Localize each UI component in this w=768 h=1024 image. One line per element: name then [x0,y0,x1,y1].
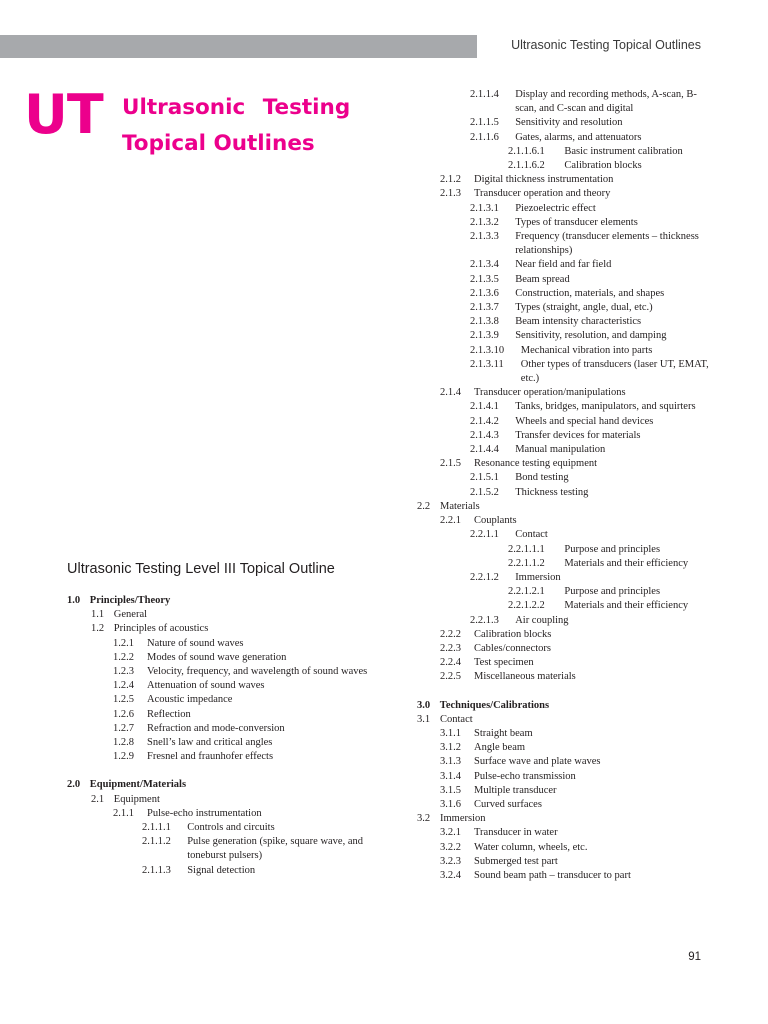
outline-item [417,755,717,769]
outline-number: 2.1.4 [440,387,461,399]
outline-text: Multiple transducer [474,784,557,796]
outline-text: Air coupling [515,614,569,626]
outline-text: Nature of sound waves [147,637,244,649]
outline-item [67,807,397,821]
outline-number: 2.2.1 [440,515,461,527]
outline-item [67,608,397,622]
outline-item [67,835,397,863]
outline-text: Basic instrument calibration [564,145,683,157]
outline-number: 2.1.1.2 [142,836,171,848]
outline-item [67,665,397,679]
outline-number: 2.2.2 [440,628,461,640]
outline-item [417,145,717,159]
outline-text: Materials [440,500,480,512]
outline-number: 2.1.1 [113,807,134,819]
outline-item [417,258,717,272]
outline-item [417,344,717,358]
outline-number: 2.2.1.2.2 [508,600,545,612]
outline-number: 2.1.1.6.2 [508,160,545,172]
outline-number: 1.0 [67,595,81,606]
outline-text: Test specimen [474,657,534,669]
outline-text: Sensitivity and resolution [515,117,623,129]
outline-item [417,642,717,656]
outline-item [417,628,717,642]
outline-item [417,599,717,613]
outline-text: Transfer devices for materials [515,429,641,441]
outline-number: 3.1.6 [440,798,461,810]
outline-number: 2.1 [91,793,105,805]
outline-number: 3.2.4 [440,869,461,881]
outline-number: 2.2.5 [440,671,461,683]
outline-text: Pulse-echo instrumentation [147,807,262,819]
outline-item [417,784,717,798]
outline-item [417,202,717,216]
outline-text: Couplants [474,515,517,527]
outline-text: Near field and far field [515,259,612,271]
outline-item [67,722,397,736]
outline-item [417,131,717,145]
outline-number: 2.1.5.1 [470,472,499,484]
outline-text: Submerged test part [474,855,558,867]
outline-item [417,187,717,201]
outline-text: Materials and their efficiency [564,557,689,569]
outline-text: Display and recording methods, A-scan, B-scan, and C-scan and digital [515,89,697,115]
outline-item [67,708,397,722]
outline-text: Types of transducer elements [515,216,638,228]
outline-item [417,699,717,713]
outline-text: Water column, wheels, etc. [474,841,588,853]
outline-item [417,727,717,741]
outline-number: 2.1.4.1 [470,401,499,413]
outline-text: Materials and their efficiency [564,600,689,612]
outline-number: 3.2.2 [440,841,461,853]
outline-number: 1.2.4 [113,680,134,692]
outline-item [417,315,717,329]
outline-text: Thickness testing [515,486,589,498]
outline-left-column [67,594,397,878]
outline-number: 2.1.3.1 [470,202,499,214]
page-title [122,90,350,162]
outline-item [67,864,397,878]
outline-text: Piezoelectric effect [515,202,596,214]
outline-text: Types (straight, angle, dual, etc.) [515,302,653,314]
outline-item [417,670,717,684]
outline-text: Frequency (transducer elements – thickness relationships) [515,231,699,257]
outline-number: 2.2.1.3 [470,614,499,626]
outline-number: 2.1.5 [440,458,461,470]
outline-item [417,457,717,471]
outline-item [417,741,717,755]
outline-number: 2.1.3.8 [470,316,499,328]
outline-number: 1.2.7 [113,722,134,734]
outline-number: 3.2.3 [440,855,461,867]
outline-number: 2.2.1.2.1 [508,586,545,598]
page-title-line-2: Topical Outlines [122,131,315,156]
outline-text: Digital thickness instrumentation [474,174,614,186]
outline-text: Gates, alarms, and attenuators [515,131,642,143]
outline-number: 2.1.3.4 [470,259,499,271]
outline-text: Bond testing [515,472,569,484]
outline-number: 2.1.3.6 [470,287,499,299]
outline-text: Principles of acoustics [113,623,209,635]
outline-text: Calibration blocks [474,628,552,640]
outline-number: 2.2.4 [440,657,461,669]
outline-number: 3.1.5 [440,784,461,796]
outline-text: Contact [440,713,473,725]
outline-number: 2.1.3.3 [470,231,499,243]
outline-item [417,173,717,187]
outline-number: 3.1 [417,713,431,725]
running-head: Ultrasonic Testing Topical Outlines [511,38,701,52]
outline-item [417,543,717,557]
outline-number: 2.1.5.2 [470,486,499,498]
outline-number: 2.1.1.4 [470,89,499,100]
outline-number: 2.1.3.5 [470,273,499,285]
outline-number: 2.1.1.5 [470,117,499,129]
outline-text: Miscellaneous materials [474,671,576,683]
outline-item [417,514,717,528]
outline-number: 3.1.2 [440,742,461,754]
outline-item [417,528,717,542]
outline-item [417,88,717,116]
outline-text: Sensitivity, resolution, and damping [515,330,667,342]
outline-number: 3.1.1 [440,727,461,739]
outline-item [417,358,717,386]
outline-number: 1.1 [91,609,105,621]
outline-text: Construction, materials, and shapes [515,287,665,299]
outline-number: 2.2.3 [440,642,461,654]
outline-text: Other types of transducers (laser UT, EMAT, etc.) [520,358,709,385]
outline-number: 2.1.3.10 [470,344,505,356]
outline-text: Refraction and mode-conversion [147,722,285,734]
outline-text: Purpose and principles [564,586,661,598]
outline-item [417,869,717,883]
outline-text: General [113,609,148,621]
outline-item [417,855,717,869]
outline-item [417,713,717,727]
outline-item [417,557,717,571]
outline-text: Attenuation of sound waves [147,680,265,692]
outline-text: Cables/connectors [474,642,551,654]
outline-number: 2.1.4.3 [470,429,499,441]
outline-item [417,571,717,585]
outline-text: Pulse generation (spike, square wave, and toneburst pulsers) [187,836,364,862]
outline-item [67,750,397,764]
outline-number: 2.1.3 [440,188,461,200]
outline-item [417,826,717,840]
outline-item [417,116,717,130]
outline-number: 3.1.3 [440,756,461,768]
outline-text: Acoustic impedance [147,694,233,706]
outline-number: 2.1.3.9 [470,330,499,342]
outline-number: 3.0 [417,699,431,711]
outline-item [417,585,717,599]
outline-item [417,400,717,414]
outline-number: 2.1.3.2 [470,216,499,228]
outline-text: Angle beam [474,742,526,754]
outline-item [417,798,717,812]
outline-text: Reflection [147,708,191,720]
outline-item [417,159,717,173]
outline-number: 3.2 [417,813,431,825]
outline-item [67,679,397,693]
outline-number: 2.1.4.2 [470,415,499,427]
outline-item [67,793,397,807]
outline-number: 3.2.1 [440,827,461,839]
outline-number: 2.1.1.3 [142,864,171,876]
outline-number: 1.2.2 [113,651,134,663]
outline-text: Resonance testing equipment [474,458,598,470]
outline-number: 1.2.5 [113,694,134,706]
outline-number: 2.2.1.2 [470,571,499,583]
outline-text: Sound beam path – transducer to part [474,869,631,881]
outline-number: 2.2.1.1 [470,529,499,541]
outline-item [417,770,717,784]
outline-text: Snell’s law and critical angles [147,737,273,749]
outline-text: Transducer in water [474,827,558,839]
outline-text: Immersion [515,571,561,583]
outline-number: 2.1.1.1 [142,822,171,834]
outline-number: 3.1.4 [440,770,461,782]
outline-text: Pulse-echo transmission [474,770,576,782]
outline-item [67,736,397,750]
outline-item [67,594,397,608]
outline-text: Beam intensity characteristics [515,316,642,328]
outline-number: 2.0 [67,779,81,791]
outline-item [417,614,717,628]
outline-text: Purpose and principles [564,543,661,555]
outline-number: 2.2.1.1.1 [508,543,545,555]
outline-item [417,273,717,287]
outline-text: Transducer operation and theory [474,188,611,200]
outline-number: 1.2 [91,623,105,635]
outline-item [67,778,397,792]
header-bar [0,35,477,58]
outline-item [417,386,717,400]
outline-text: Techniques/Calibrations [439,699,550,711]
outline-item [417,230,717,258]
outline-item [67,821,397,835]
outline-text: Contact [515,529,548,541]
outline-number: 1.2.6 [113,708,134,720]
outline-text: Tanks, bridges, manipulators, and squirters [515,401,696,413]
outline-number: 1.2.3 [113,666,134,678]
outline-item [67,693,397,707]
outline-text: Equipment [113,793,160,805]
outline-item [67,637,397,651]
ut-logo-mark: UT [24,83,103,146]
outline-item [417,500,717,514]
section-title: Ultrasonic Testing Level III Topical Outline [67,561,335,577]
outline-number: 2.1.4.4 [470,444,499,456]
outline-text: Principles/Theory [89,595,171,606]
page-title-line-1: Ultrasonic Testing [122,95,351,120]
outline-number: 2.2 [417,500,431,512]
outline-number: 1.2.9 [113,751,134,763]
outline-number: 2.1.3.7 [470,302,499,314]
outline-text: Signal detection [187,864,256,876]
outline-text: Manual manipulation [515,444,606,456]
outline-text: Straight beam [474,727,533,739]
outline-text: Curved surfaces [474,798,542,810]
outline-number: 2.1.2 [440,174,461,186]
outline-text: Calibration blocks [564,160,642,172]
outline-number: 1.2.1 [113,637,134,649]
outline-text: Immersion [440,813,486,825]
outline-text: Surface wave and plate waves [474,756,601,768]
outline-item [417,216,717,230]
outline-number: 2.1.3.11 [470,358,504,370]
outline-item [417,471,717,485]
outline-item [417,812,717,826]
outline-text: Fresnel and fraunhofer effects [147,751,274,763]
outline-text: Beam spread [515,273,570,285]
outline-text: Wheels and special hand devices [515,415,654,427]
outline-item [417,841,717,855]
outline-item [417,486,717,500]
outline-item [417,656,717,670]
outline-text: Equipment/Materials [89,779,187,791]
outline-text: Transducer operation/manipulations [474,387,626,399]
outline-text: Controls and circuits [187,822,275,834]
outline-item [417,287,717,301]
outline-item [417,429,717,443]
outline-number: 2.1.1.6 [470,131,499,143]
page-number: 91 [688,951,701,963]
outline-number: 1.2.8 [113,737,134,749]
outline-text: Velocity, frequency, and wavelength of sound waves [147,666,368,678]
outline-item [417,415,717,429]
outline-item [417,301,717,315]
outline-item [417,329,717,343]
outline-number: 2.2.1.1.2 [508,557,545,569]
outline-item [67,622,397,636]
outline-item [67,651,397,665]
outline-text: Modes of sound wave generation [147,651,287,663]
outline-item [417,443,717,457]
outline-number: 2.1.1.6.1 [508,145,545,157]
outline-text: Mechanical vibration into parts [520,344,653,356]
outline-right-column [417,88,717,883]
